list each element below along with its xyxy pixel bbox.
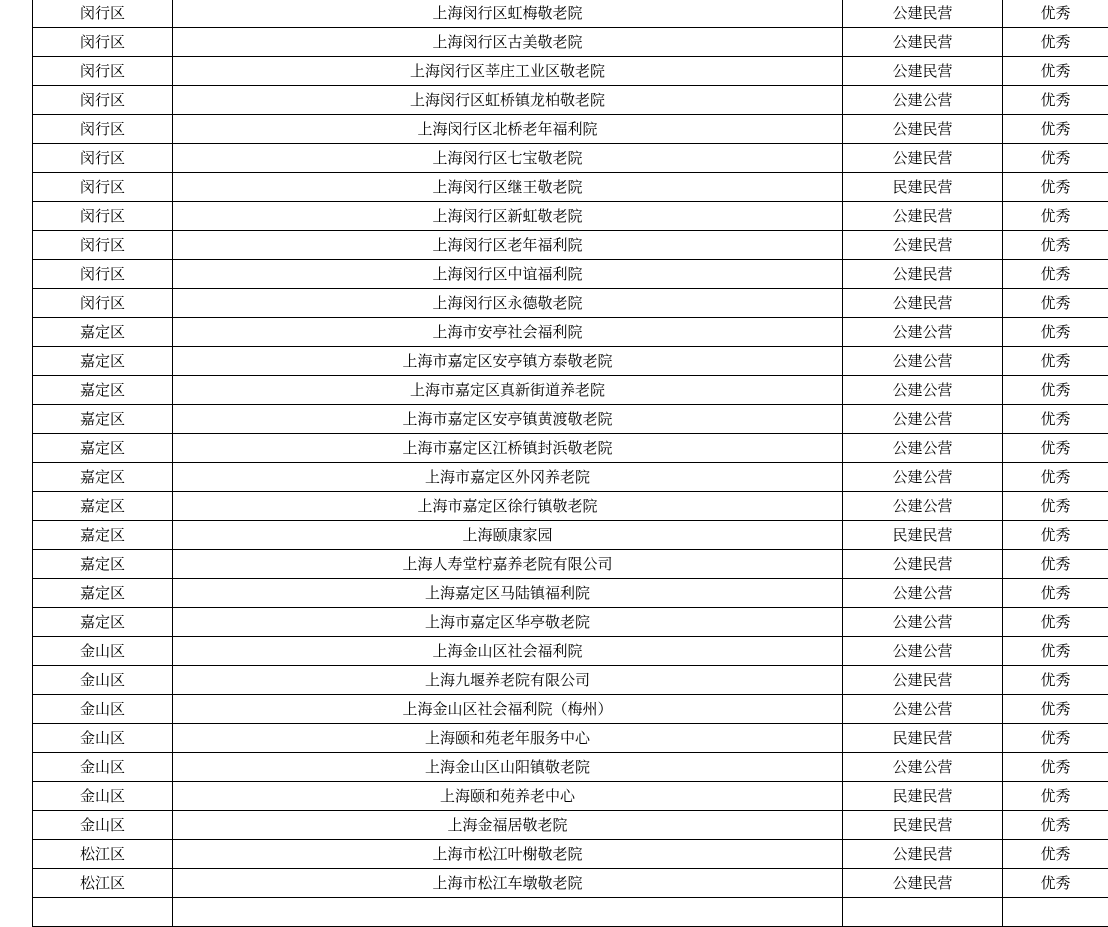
institution-name-cell: 上海颐和苑养老中心: [173, 782, 843, 811]
operation-type-cell: 民建民营: [843, 782, 1003, 811]
institution-name-cell: 上海颐和苑老年服务中心: [173, 724, 843, 753]
institution-name-cell: 上海市嘉定区华亭敬老院: [173, 608, 843, 637]
district-cell: 嘉定区: [33, 521, 173, 550]
district-cell: 金山区: [33, 753, 173, 782]
district-cell: 嘉定区: [33, 405, 173, 434]
district-cell: 松江区: [33, 840, 173, 869]
operation-type-cell: 公建民营: [843, 550, 1003, 579]
rating-cell: 优秀: [1003, 637, 1108, 666]
institution-name-cell: [173, 898, 843, 927]
table-row: [33, 492, 1108, 521]
district-cell: 金山区: [33, 695, 173, 724]
table-row: [33, 898, 1108, 927]
table-row: [33, 869, 1108, 898]
table-row: [33, 260, 1108, 289]
institution-name-cell: 上海市松江叶榭敬老院: [173, 840, 843, 869]
table-row: [33, 28, 1108, 57]
rating-cell: 优秀: [1003, 202, 1108, 231]
table-row: [33, 695, 1108, 724]
institution-name-cell: 上海闵行区七宝敬老院: [173, 144, 843, 173]
table-row: [33, 144, 1108, 173]
rating-cell: 优秀: [1003, 492, 1108, 521]
institution-name-cell: 上海颐康家园: [173, 521, 843, 550]
operation-type-cell: 民建民营: [843, 724, 1003, 753]
operation-type-cell: 公建公营: [843, 347, 1003, 376]
table-row: [33, 463, 1108, 492]
rating-cell: 优秀: [1003, 782, 1108, 811]
rating-cell: 优秀: [1003, 115, 1108, 144]
institution-name-cell: 上海市嘉定区江桥镇封浜敬老院: [173, 434, 843, 463]
nursing-home-table: [32, 0, 1108, 927]
table-row: [33, 724, 1108, 753]
institution-name-cell: 上海闵行区虹桥镇龙柏敬老院: [173, 86, 843, 115]
district-cell: 闵行区: [33, 57, 173, 86]
table-row: [33, 0, 1108, 28]
institution-name-cell: 上海闵行区虹梅敬老院: [173, 0, 843, 28]
rating-cell: 优秀: [1003, 57, 1108, 86]
institution-name-cell: 上海金山区山阳镇敬老院: [173, 753, 843, 782]
operation-type-cell: 公建公营: [843, 318, 1003, 347]
district-cell: 嘉定区: [33, 318, 173, 347]
district-cell: 闵行区: [33, 86, 173, 115]
table-row: [33, 289, 1108, 318]
district-cell: 闵行区: [33, 260, 173, 289]
rating-cell: 优秀: [1003, 289, 1108, 318]
rating-cell: 优秀: [1003, 376, 1108, 405]
district-cell: 嘉定区: [33, 608, 173, 637]
operation-type-cell: 民建民营: [843, 811, 1003, 840]
district-cell: 闵行区: [33, 173, 173, 202]
district-cell: 松江区: [33, 869, 173, 898]
table-row: [33, 405, 1108, 434]
institution-name-cell: 上海闵行区北桥老年福利院: [173, 115, 843, 144]
rating-cell: 优秀: [1003, 869, 1108, 898]
rating-cell: 优秀: [1003, 86, 1108, 115]
institution-name-cell: 上海市安亭社会福利院: [173, 318, 843, 347]
operation-type-cell: 公建公营: [843, 608, 1003, 637]
table-row: [33, 115, 1108, 144]
institution-name-cell: 上海闵行区新虹敬老院: [173, 202, 843, 231]
table-row: [33, 666, 1108, 695]
table-row: [33, 811, 1108, 840]
district-cell: 闵行区: [33, 28, 173, 57]
operation-type-cell: 民建民营: [843, 173, 1003, 202]
rating-cell: 优秀: [1003, 695, 1108, 724]
district-cell: 闵行区: [33, 144, 173, 173]
institution-name-cell: 上海市嘉定区外冈养老院: [173, 463, 843, 492]
operation-type-cell: 公建民营: [843, 289, 1003, 318]
table-row: [33, 753, 1108, 782]
nursing-home-table-container: [32, 0, 1108, 927]
district-cell: 金山区: [33, 811, 173, 840]
operation-type-cell: 公建公营: [843, 405, 1003, 434]
institution-name-cell: 上海闵行区莘庄工业区敬老院: [173, 57, 843, 86]
operation-type-cell: 公建民营: [843, 28, 1003, 57]
operation-type-cell: 公建公营: [843, 376, 1003, 405]
institution-name-cell: 上海闵行区中谊福利院: [173, 260, 843, 289]
operation-type-cell: 公建公营: [843, 434, 1003, 463]
rating-cell: 优秀: [1003, 405, 1108, 434]
table-row: [33, 57, 1108, 86]
district-cell: 金山区: [33, 666, 173, 695]
district-cell: 嘉定区: [33, 463, 173, 492]
table-row: [33, 521, 1108, 550]
institution-name-cell: 上海闵行区老年福利院: [173, 231, 843, 260]
table-row: [33, 173, 1108, 202]
institution-name-cell: 上海九堰养老院有限公司: [173, 666, 843, 695]
operation-type-cell: 公建民营: [843, 260, 1003, 289]
institution-name-cell: 上海市嘉定区安亭镇黄渡敬老院: [173, 405, 843, 434]
institution-name-cell: 上海闵行区古美敬老院: [173, 28, 843, 57]
table-row: [33, 608, 1108, 637]
operation-type-cell: 公建民营: [843, 840, 1003, 869]
operation-type-cell: 公建民营: [843, 115, 1003, 144]
rating-cell: 优秀: [1003, 579, 1108, 608]
institution-name-cell: 上海闵行区继王敬老院: [173, 173, 843, 202]
rating-cell: 优秀: [1003, 840, 1108, 869]
table-row: [33, 202, 1108, 231]
district-cell: 闵行区: [33, 202, 173, 231]
district-cell: 闵行区: [33, 231, 173, 260]
table-row: [33, 637, 1108, 666]
operation-type-cell: 公建民营: [843, 666, 1003, 695]
rating-cell: [1003, 898, 1108, 927]
district-cell: 嘉定区: [33, 347, 173, 376]
district-cell: 嘉定区: [33, 434, 173, 463]
rating-cell: 优秀: [1003, 463, 1108, 492]
district-cell: 金山区: [33, 637, 173, 666]
table-row: [33, 579, 1108, 608]
operation-type-cell: 公建民营: [843, 231, 1003, 260]
table-row: [33, 231, 1108, 260]
operation-type-cell: 公建公营: [843, 753, 1003, 782]
operation-type-cell: 公建民营: [843, 202, 1003, 231]
district-cell: 闵行区: [33, 0, 173, 28]
district-cell: 嘉定区: [33, 492, 173, 521]
rating-cell: 优秀: [1003, 521, 1108, 550]
rating-cell: 优秀: [1003, 811, 1108, 840]
district-cell: 嘉定区: [33, 376, 173, 405]
operation-type-cell: 民建民营: [843, 521, 1003, 550]
institution-name-cell: 上海嘉定区马陆镇福利院: [173, 579, 843, 608]
district-cell: 闵行区: [33, 115, 173, 144]
table-row: [33, 86, 1108, 115]
table-row: [33, 840, 1108, 869]
rating-cell: 优秀: [1003, 260, 1108, 289]
institution-name-cell: 上海金山区社会福利院: [173, 637, 843, 666]
operation-type-cell: 公建公营: [843, 492, 1003, 521]
district-cell: [33, 898, 173, 927]
institution-name-cell: 上海市嘉定区徐行镇敬老院: [173, 492, 843, 521]
district-cell: 闵行区: [33, 289, 173, 318]
operation-type-cell: 公建公营: [843, 695, 1003, 724]
operation-type-cell: 公建公营: [843, 579, 1003, 608]
table-body: [33, 0, 1108, 927]
institution-name-cell: 上海市松江车墩敬老院: [173, 869, 843, 898]
rating-cell: 优秀: [1003, 28, 1108, 57]
district-cell: 嘉定区: [33, 579, 173, 608]
institution-name-cell: 上海人寿堂柠嘉养老院有限公司: [173, 550, 843, 579]
operation-type-cell: 公建公营: [843, 637, 1003, 666]
table-row: [33, 318, 1108, 347]
rating-cell: 优秀: [1003, 144, 1108, 173]
rating-cell: 优秀: [1003, 0, 1108, 28]
district-cell: 金山区: [33, 782, 173, 811]
operation-type-cell: 公建民营: [843, 869, 1003, 898]
table-row: [33, 550, 1108, 579]
operation-type-cell: 公建公营: [843, 463, 1003, 492]
rating-cell: 优秀: [1003, 434, 1108, 463]
district-cell: 嘉定区: [33, 550, 173, 579]
rating-cell: 优秀: [1003, 608, 1108, 637]
institution-name-cell: 上海金福居敬老院: [173, 811, 843, 840]
table-row: [33, 782, 1108, 811]
operation-type-cell: 公建民营: [843, 0, 1003, 28]
institution-name-cell: 上海市嘉定区安亭镇方泰敬老院: [173, 347, 843, 376]
rating-cell: 优秀: [1003, 318, 1108, 347]
rating-cell: 优秀: [1003, 550, 1108, 579]
institution-name-cell: 上海金山区社会福利院（梅州）: [173, 695, 843, 724]
operation-type-cell: 公建公营: [843, 86, 1003, 115]
institution-name-cell: 上海市嘉定区真新街道养老院: [173, 376, 843, 405]
rating-cell: 优秀: [1003, 231, 1108, 260]
table-row: [33, 347, 1108, 376]
operation-type-cell: 公建民营: [843, 144, 1003, 173]
rating-cell: 优秀: [1003, 347, 1108, 376]
table-row: [33, 376, 1108, 405]
rating-cell: 优秀: [1003, 724, 1108, 753]
district-cell: 金山区: [33, 724, 173, 753]
rating-cell: 优秀: [1003, 666, 1108, 695]
rating-cell: 优秀: [1003, 753, 1108, 782]
rating-cell: 优秀: [1003, 173, 1108, 202]
institution-name-cell: 上海闵行区永德敬老院: [173, 289, 843, 318]
operation-type-cell: 公建民营: [843, 57, 1003, 86]
table-row: [33, 434, 1108, 463]
operation-type-cell: [843, 898, 1003, 927]
